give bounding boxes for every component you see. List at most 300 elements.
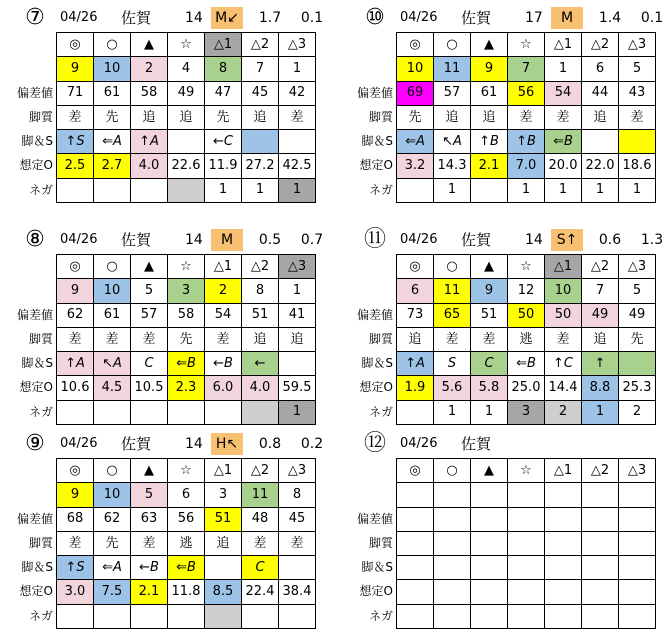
mark-cell: ○ (434, 459, 471, 483)
running-style-cell: 差 (545, 327, 582, 351)
horse-number-cell (619, 483, 656, 507)
pace-badge: M↙ (211, 7, 243, 29)
expected-odds-row (57, 376, 316, 400)
runner-count: 14 (185, 10, 203, 26)
negative-cell: 2 (619, 400, 656, 424)
expected-odds-cell: 7.0 (508, 154, 545, 178)
expected-odds-row (397, 154, 656, 178)
horse-number-cell: 6 (582, 57, 619, 81)
deviation-cell: 61 (471, 81, 508, 105)
expected-odds-cell: 2.1 (471, 154, 508, 178)
leg-speed-cell: ←C (205, 130, 242, 154)
leg-speed-cell (619, 556, 656, 580)
mark-cell: ○ (434, 33, 471, 57)
running-style-cell (397, 531, 434, 555)
horse-number-row (397, 57, 656, 81)
running-style-cell (508, 531, 545, 555)
leg-speed-cell: S (434, 352, 471, 376)
negative-row (57, 400, 316, 424)
horse-number-cell: 9 (471, 279, 508, 303)
race-header (363, 431, 666, 456)
mark-cell: △2 (242, 255, 279, 279)
row-label: 想定O (359, 380, 393, 395)
race-header (25, 227, 357, 252)
mark-cell: ☆ (508, 33, 545, 57)
leg-speed-cell: ↑B (471, 130, 508, 154)
deviation-cell: 56 (508, 81, 545, 105)
row-label: 脚質 (368, 109, 393, 124)
expected-odds-cell: 3.0 (57, 580, 94, 604)
index-value-1: 0.5 (258, 232, 282, 248)
mark-cell: ○ (434, 255, 471, 279)
leg-speed-cell: C (471, 352, 508, 376)
negative-cell (471, 178, 508, 202)
leg-speed-cell: ⇐B (545, 130, 582, 154)
leg-speed-cell (279, 556, 316, 580)
mark-cell: △3 (279, 459, 316, 483)
race-grid (56, 32, 316, 203)
row-label: 想定O (19, 584, 53, 599)
running-style-cell: 逃 (168, 531, 205, 555)
horse-number-cell: 8 (242, 279, 279, 303)
leg-speed-cell (397, 556, 434, 580)
row-label: 偏差値 (16, 85, 53, 100)
deviation-cell: 49 (168, 81, 205, 105)
expected-odds-row (397, 376, 656, 400)
leg-speed-cell (619, 130, 656, 154)
race-number: ⑪ (363, 227, 386, 252)
horse-number-cell: 11 (434, 57, 471, 81)
horse-number-cell: 1 (279, 57, 316, 81)
horse-number-cell: 5 (131, 483, 168, 507)
leg-speed-cell: C (242, 556, 279, 580)
expected-odds-cell: 42.5 (279, 154, 316, 178)
index-value-2: 0.1 (300, 10, 324, 26)
mark-cell: ◎ (57, 255, 94, 279)
running-style-cell: 差 (434, 327, 471, 351)
row-label: ネガ (368, 608, 393, 623)
deviation-cell (619, 507, 656, 531)
expected-odds-cell (434, 580, 471, 604)
horse-number-cell: 4 (168, 57, 205, 81)
expected-odds-cell: 14.3 (434, 154, 471, 178)
deviation-cell (545, 507, 582, 531)
mark-cell: ○ (94, 255, 131, 279)
expected-odds-cell: 1.9 (397, 376, 434, 400)
horse-number-cell: 1 (545, 57, 582, 81)
horse-number-cell: 5 (619, 57, 656, 81)
deviation-row (57, 303, 316, 327)
runner-count: 14 (525, 232, 543, 248)
horse-number-cell: 10 (397, 57, 434, 81)
negative-cell (397, 400, 434, 424)
leg-speed-cell: ⇐A (397, 130, 434, 154)
running-style-cell: 差 (279, 105, 316, 129)
row-label: 脚＆S (361, 356, 393, 371)
negative-cell (168, 178, 205, 202)
horse-number-cell: 7 (242, 57, 279, 81)
mark-cell: ☆ (168, 33, 205, 57)
row-label-spacer (337, 56, 395, 80)
deviation-cell: 58 (168, 303, 205, 327)
pace-badge: M (551, 7, 583, 29)
leg-speed-cell: ⇐B (168, 556, 205, 580)
mark-cell: ☆ (168, 459, 205, 483)
expected-odds-cell (471, 580, 508, 604)
leg-speed-cell: ↑B (508, 130, 545, 154)
race-grid (396, 32, 656, 203)
mark-cell: ○ (94, 33, 131, 57)
row-label: 脚＆S (21, 134, 53, 149)
running-style-cell: 先 (619, 327, 656, 351)
deviation-cell: 68 (57, 507, 94, 531)
running-style-cell: 差 (57, 105, 94, 129)
negative-cell (94, 400, 131, 424)
row-label: 想定O (359, 584, 393, 599)
mark-cell: ▲ (131, 33, 168, 57)
deviation-cell: 62 (94, 507, 131, 531)
expected-odds-cell: 3.2 (397, 154, 434, 178)
leg-speed-cell: ←B (205, 352, 242, 376)
negative-cell (434, 604, 471, 628)
mark-cell: △2 (582, 33, 619, 57)
expected-odds-cell: 18.6 (619, 154, 656, 178)
deviation-cell: 61 (94, 81, 131, 105)
mark-cell: △1 (205, 33, 242, 57)
negative-cell: 1 (434, 400, 471, 424)
leg-speed-row (397, 130, 656, 154)
expected-odds-cell: 38.4 (279, 580, 316, 604)
race-number: ⑨ (25, 431, 45, 456)
expected-odds-cell: 4.0 (242, 376, 279, 400)
deviation-cell: 58 (131, 81, 168, 105)
leg-speed-cell (582, 130, 619, 154)
expected-odds-row (397, 580, 656, 604)
horse-number-cell: 10 (94, 57, 131, 81)
race-block-r10 (356, 5, 666, 206)
expected-odds-cell: 4.5 (94, 376, 131, 400)
horse-number-row (57, 483, 316, 507)
deviation-cell (434, 507, 471, 531)
mark-cell: ▲ (471, 33, 508, 57)
row-label: 脚＆S (21, 356, 53, 371)
negative-cell (471, 604, 508, 628)
horse-number-cell: 9 (57, 57, 94, 81)
running-style-cell (582, 531, 619, 555)
running-style-cell: 差 (508, 105, 545, 129)
index-value-2: 0.1 (640, 10, 664, 26)
expected-odds-cell: 2.7 (94, 154, 131, 178)
expected-odds-row (57, 154, 316, 178)
expected-odds-cell: 27.2 (242, 154, 279, 178)
running-style-cell: 先 (397, 105, 434, 129)
running-style-cell: 追 (397, 327, 434, 351)
expected-odds-cell: 11.8 (168, 580, 205, 604)
row-label: ネガ (368, 404, 393, 419)
negative-cell (131, 400, 168, 424)
running-style-row (397, 327, 656, 351)
expected-odds-cell: 10.6 (57, 376, 94, 400)
race-block-r9 (16, 431, 357, 632)
index-value-2: 1.3 (640, 232, 664, 248)
running-style-cell: 差 (545, 105, 582, 129)
deviation-row (397, 81, 656, 105)
expected-odds-cell: 20.0 (545, 154, 582, 178)
index-value-1: 0.8 (258, 436, 282, 452)
deviation-cell: 57 (131, 303, 168, 327)
negative-cell (397, 178, 434, 202)
leg-speed-cell: ↖A (94, 352, 131, 376)
deviation-cell: 56 (168, 507, 205, 531)
row-label-spacer (0, 32, 55, 56)
negative-cell: 1 (471, 400, 508, 424)
leg-speed-cell (168, 130, 205, 154)
expected-odds-cell: 14.4 (545, 376, 582, 400)
mark-row (57, 33, 316, 57)
mark-cell: ◎ (57, 459, 94, 483)
leg-speed-cell (582, 556, 619, 580)
mark-cell: ▲ (471, 255, 508, 279)
mark-cell: ▲ (471, 459, 508, 483)
row-label: ネガ (28, 608, 53, 623)
negative-cell: 2 (545, 400, 582, 424)
horse-number-cell: 7 (582, 279, 619, 303)
horse-number-cell: 3 (205, 483, 242, 507)
running-style-cell: 差 (242, 531, 279, 555)
race-number: ⑩ (365, 5, 385, 30)
row-label: ネガ (28, 404, 53, 419)
row-label-spacer (337, 278, 395, 302)
deviation-cell: 62 (57, 303, 94, 327)
row-label: ネガ (28, 182, 53, 197)
running-style-cell: 差 (57, 531, 94, 555)
mark-cell: ☆ (508, 459, 545, 483)
leg-speed-cell: ↖A (434, 130, 471, 154)
negative-row (397, 604, 656, 628)
expected-odds-cell: 22.0 (582, 154, 619, 178)
row-label: 偏差値 (356, 511, 393, 526)
expected-odds-cell (619, 580, 656, 604)
row-label-spacer (0, 56, 55, 80)
negative-cell (279, 604, 316, 628)
negative-cell (619, 604, 656, 628)
race-block-r11 (356, 227, 666, 428)
pace-badge: H↖ (211, 433, 243, 455)
leg-speed-cell: ↑ (582, 352, 619, 376)
leg-speed-cell: ↑A (57, 352, 94, 376)
race-grid (56, 254, 316, 425)
mark-row (397, 459, 656, 483)
running-style-row (397, 105, 656, 129)
race-venue: 佐賀 (461, 435, 492, 453)
leg-speed-cell: ⇐B (508, 352, 545, 376)
running-style-cell: 先 (94, 531, 131, 555)
row-label-spacer (337, 458, 395, 482)
mark-cell: ☆ (168, 255, 205, 279)
row-label: 脚質 (28, 535, 53, 550)
runner-count: 17 (525, 10, 543, 26)
negative-cell (57, 178, 94, 202)
mark-cell: ▲ (131, 459, 168, 483)
horse-number-cell: 11 (434, 279, 471, 303)
race-date: 04/26 (400, 232, 438, 247)
horse-number-cell (545, 483, 582, 507)
mark-cell: △3 (619, 459, 656, 483)
negative-cell (131, 178, 168, 202)
leg-speed-cell (508, 556, 545, 580)
negative-cell (508, 604, 545, 628)
running-style-cell: 追 (242, 327, 279, 351)
leg-speed-cell: C (131, 352, 168, 376)
expected-odds-cell: 8.5 (205, 580, 242, 604)
race-header (25, 431, 357, 456)
deviation-cell: 48 (242, 507, 279, 531)
running-style-cell: 追 (471, 105, 508, 129)
horse-number-cell: 6 (397, 279, 434, 303)
row-label-spacer (337, 482, 395, 506)
running-style-cell (619, 531, 656, 555)
deviation-cell: 47 (205, 81, 242, 105)
mark-cell: ◎ (397, 255, 434, 279)
expected-odds-cell: 22.4 (242, 580, 279, 604)
deviation-cell: 54 (205, 303, 242, 327)
horse-number-row (397, 279, 656, 303)
negative-cell: 3 (508, 400, 545, 424)
running-style-cell: 差 (205, 327, 242, 351)
leg-speed-cell: ← (242, 352, 279, 376)
expected-odds-cell: 6.0 (205, 376, 242, 400)
negative-cell (131, 604, 168, 628)
mark-row (397, 33, 656, 57)
negative-row (397, 178, 656, 202)
horse-number-cell (471, 483, 508, 507)
running-style-cell: 差 (57, 327, 94, 351)
expected-odds-cell: 10.5 (131, 376, 168, 400)
horse-number-cell: 10 (545, 279, 582, 303)
race-header (363, 227, 666, 252)
row-label: 脚質 (368, 535, 393, 550)
horse-number-cell: 6 (168, 483, 205, 507)
expected-odds-cell: 2.3 (168, 376, 205, 400)
row-label: 想定O (19, 380, 53, 395)
mark-cell: △3 (279, 255, 316, 279)
negative-cell (545, 604, 582, 628)
negative-cell: 1 (582, 178, 619, 202)
race-number: ⑦ (25, 5, 45, 30)
leg-speed-cell (205, 556, 242, 580)
negative-cell: 1 (242, 178, 279, 202)
mark-cell: △2 (242, 459, 279, 483)
running-style-cell: 先 (168, 327, 205, 351)
race-venue: 佐賀 (461, 231, 492, 249)
row-label: 脚＆S (361, 134, 393, 149)
expected-odds-cell: 7.5 (94, 580, 131, 604)
negative-row (57, 178, 316, 202)
deviation-cell: 45 (279, 507, 316, 531)
index-value-1: 1.7 (258, 10, 282, 26)
row-labels (337, 32, 395, 202)
race-venue: 佐賀 (461, 9, 492, 27)
negative-cell (205, 400, 242, 424)
negative-cell (57, 400, 94, 424)
deviation-cell: 44 (582, 81, 619, 105)
mark-cell: ◎ (397, 33, 434, 57)
horse-number-row (397, 483, 656, 507)
horse-number-cell (582, 483, 619, 507)
row-label: 脚＆S (21, 560, 53, 575)
running-style-cell (471, 531, 508, 555)
row-label-spacer (0, 254, 55, 278)
expected-odds-cell (508, 580, 545, 604)
mark-cell: ☆ (508, 255, 545, 279)
horse-number-cell: 7 (508, 57, 545, 81)
horse-number-cell: 11 (242, 483, 279, 507)
negative-cell (397, 604, 434, 628)
race-venue: 佐賀 (121, 9, 152, 27)
running-style-cell: 差 (131, 531, 168, 555)
horse-number-cell: 5 (131, 279, 168, 303)
deviation-cell: 45 (242, 81, 279, 105)
row-label: 脚＆S (361, 560, 393, 575)
horse-number-cell: 2 (131, 57, 168, 81)
deviation-cell: 43 (619, 81, 656, 105)
leg-speed-cell (279, 130, 316, 154)
mark-cell: △1 (545, 459, 582, 483)
row-label: 想定O (19, 158, 53, 173)
leg-speed-cell: ⇐A (94, 556, 131, 580)
horse-number-row (57, 57, 316, 81)
deviation-cell: 69 (397, 81, 434, 105)
leg-speed-cell: ↑A (131, 130, 168, 154)
race-block-r7 (16, 5, 357, 206)
negative-row (397, 400, 656, 424)
expected-odds-cell (397, 580, 434, 604)
negative-cell: 1 (279, 400, 316, 424)
expected-odds-cell: 11.9 (205, 154, 242, 178)
race-number: ⑧ (25, 227, 45, 252)
running-style-row (57, 105, 316, 129)
race-venue: 佐賀 (121, 435, 152, 453)
deviation-cell (508, 507, 545, 531)
negative-cell (168, 400, 205, 424)
horse-number-cell (397, 483, 434, 507)
negative-cell: 1 (545, 178, 582, 202)
race-venue: 佐賀 (121, 231, 152, 249)
negative-cell (582, 604, 619, 628)
expected-odds-cell: 8.8 (582, 376, 619, 400)
expected-odds-cell: 25.3 (619, 376, 656, 400)
row-label: ネガ (368, 182, 393, 197)
expected-odds-cell: 4.0 (131, 154, 168, 178)
expected-odds-cell: 22.6 (168, 154, 205, 178)
expected-odds-cell (582, 580, 619, 604)
running-style-cell (434, 531, 471, 555)
race-grid (396, 254, 656, 425)
deviation-cell: 50 (545, 303, 582, 327)
running-style-row (397, 531, 656, 555)
horse-number-cell: 3 (168, 279, 205, 303)
mark-cell: △1 (205, 255, 242, 279)
deviation-row (397, 303, 656, 327)
mark-cell: △2 (582, 255, 619, 279)
horse-number-cell: 12 (508, 279, 545, 303)
runner-count: 14 (185, 232, 203, 248)
running-style-cell: 追 (168, 105, 205, 129)
runner-count: 14 (185, 436, 203, 452)
mark-cell: ○ (94, 459, 131, 483)
race-block-r8 (16, 227, 357, 428)
negative-cell (242, 604, 279, 628)
